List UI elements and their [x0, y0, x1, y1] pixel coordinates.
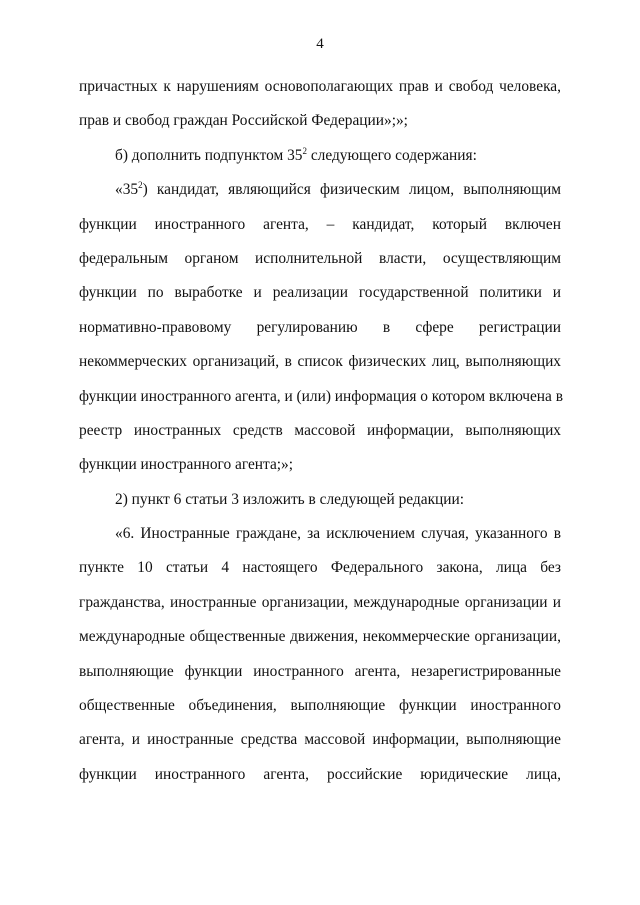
paragraph-4 [79, 483, 561, 517]
paragraph-5-line-7: агента, и иностранные средства массовой информации, выполняющие [79, 731, 561, 749]
page-number: 4 [316, 36, 324, 52]
paragraph-1-line-1: причастных к нарушениям основополагающих прав и свобод человека, [79, 78, 561, 95]
paragraph-5-line-2: пункте 10 статьи 4 настоящего Федерального закона, лица без [79, 559, 561, 577]
paragraph-2-text-before-superscript: б) дополнить подпунктом 35 [115, 146, 303, 164]
paragraph-2 [79, 139, 561, 173]
paragraph-5-line-4: международные общественные движения, некоммерческие организации, [79, 628, 561, 646]
paragraph-5-line-5: выполняющие функции иностранного агента, незарегистрированные [79, 662, 561, 680]
paragraph-1-line-2: прав и свобод граждан Российской Федерации»;»; [79, 112, 408, 130]
paragraph-3-text-before-superscript: «35 [115, 181, 139, 199]
paragraph-2-superscript: 2 [302, 145, 307, 156]
paragraph-5-line-3: гражданства, иностранные организации, международные организации и [79, 593, 561, 611]
paragraph-3-line-8: реестр иностранных средств массовой информации, выполняющих [79, 421, 561, 439]
paragraph-5-line-6: общественные объединения, выполняющие функции иностранного [79, 697, 561, 715]
paragraph-3-line-4: функции по выработке и реализации государственной политики и [79, 284, 561, 302]
paragraph-3-line-9: функции иностранного агента;»; [79, 456, 294, 474]
paragraph-3 [79, 173, 561, 483]
document-body [79, 70, 561, 792]
paragraph-3-line-7: функции иностранного агента, и (или) информация о котором включена в [79, 387, 563, 405]
paragraph-1 [79, 70, 561, 139]
paragraph-3-line-6: некоммерческих организаций, в список физических лиц, выполняющих [79, 353, 561, 371]
paragraph-3-superscript: 2 [138, 180, 143, 191]
paragraph-4-line-1: 2) пункт 6 статьи 3 изложить в следующей редакции: [115, 490, 465, 508]
paragraph-2-line-1 [79, 139, 561, 173]
paragraph-3-line-2: функции иностранного агента, – кандидат, который включен [79, 215, 561, 233]
paragraph-2-text-after-superscript: следующего содержания: [306, 146, 477, 164]
paragraph-5-line-8: функции иностранного агента, российские юридические лица, [79, 765, 561, 783]
paragraph-5-line-1: «6. Иностранные граждане, за исключением случая, указанного в [115, 525, 561, 543]
paragraph-3-line-3: федеральным органом исполнительной власти, осуществляющим [79, 249, 561, 267]
paragraph-3-line-5: нормативно-правовому регулированию в сфере регистрации [79, 318, 561, 336]
paragraph-3-text-after-superscript: ) кандидат, являющийся физическим лицом, выполняющим [142, 181, 561, 199]
paragraph-3-line-1 [79, 173, 561, 207]
paragraph-5 [79, 517, 561, 792]
